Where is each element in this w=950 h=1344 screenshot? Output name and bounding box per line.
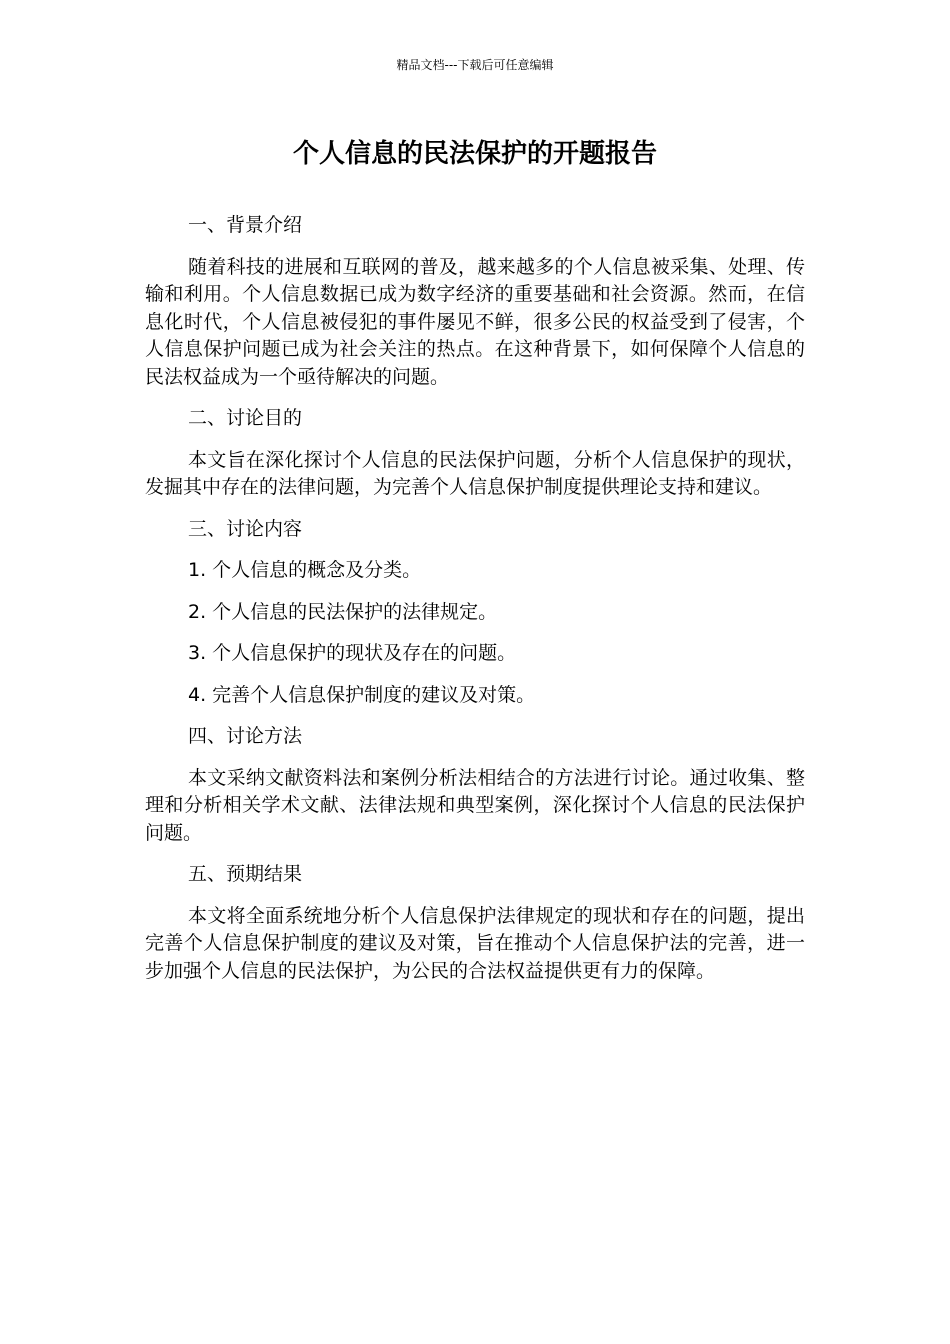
document-title: 个人信息的民法保护的开题报告 bbox=[292, 139, 657, 169]
section-body-method: 本文采纳文献资料法和案例分析法相结合的方法进行讨论。通过收集、整理和分析相关学术文献、法律法规和典型案例，深化探讨个人信息的民法保护问题。 bbox=[145, 766, 805, 844]
section-heading-method: 四、讨论方法 bbox=[188, 725, 303, 747]
content-list-item: 3. 个人信息保护的现状及存在的问题。 bbox=[188, 642, 517, 664]
section-heading-background: 一、背景介绍 bbox=[188, 214, 303, 236]
page-header: 精品文档---下载后可任意编辑 bbox=[396, 58, 554, 72]
content-list-item: 2. 个人信息的民法保护的法律规定。 bbox=[188, 600, 498, 623]
section-heading-results: 五、预期结果 bbox=[188, 863, 303, 885]
content-list-item: 4. 完善个人信息保护制度的建议及对策。 bbox=[188, 683, 536, 706]
section-body-purpose: 本文旨在深化探讨个人信息的民法保护问题，分析个人信息保护的现状，发掘其中存在的法律问题，为完善个人信息保护制度提供理论支持和建议。 bbox=[145, 448, 805, 498]
section-body-results: 本文将全面系统地分析个人信息保护法律规定的现状和存在的问题，提出完善个人信息保护制度的建议及对策，旨在推动个人信息保护法的完善，进一步加强个人信息的民法保护，为公民的合法权益提供更有力的保障。 bbox=[145, 904, 805, 982]
section-heading-content: 三、讨论内容 bbox=[188, 517, 303, 540]
section-heading-purpose: 二、讨论目的 bbox=[188, 407, 303, 429]
document-body bbox=[145, 212, 805, 999]
section-body-background: 随着科技的进展和互联网的普及，越来越多的个人信息被采集、处理、传输和利用。个人信息数据已成为数字经济的重要基础和社会资源。然而，在信息化时代，个人信息被侵犯的事件屡见不鲜，很多公民的权益受到了侵害，个人信息保护问题已成为社会关注的热点。在这种背景下，如何保障个人信息的民法权益成为一个亟待解决的问题。 bbox=[145, 255, 805, 388]
content-list-item: 1. 个人信息的概念及分类。 bbox=[188, 559, 422, 581]
